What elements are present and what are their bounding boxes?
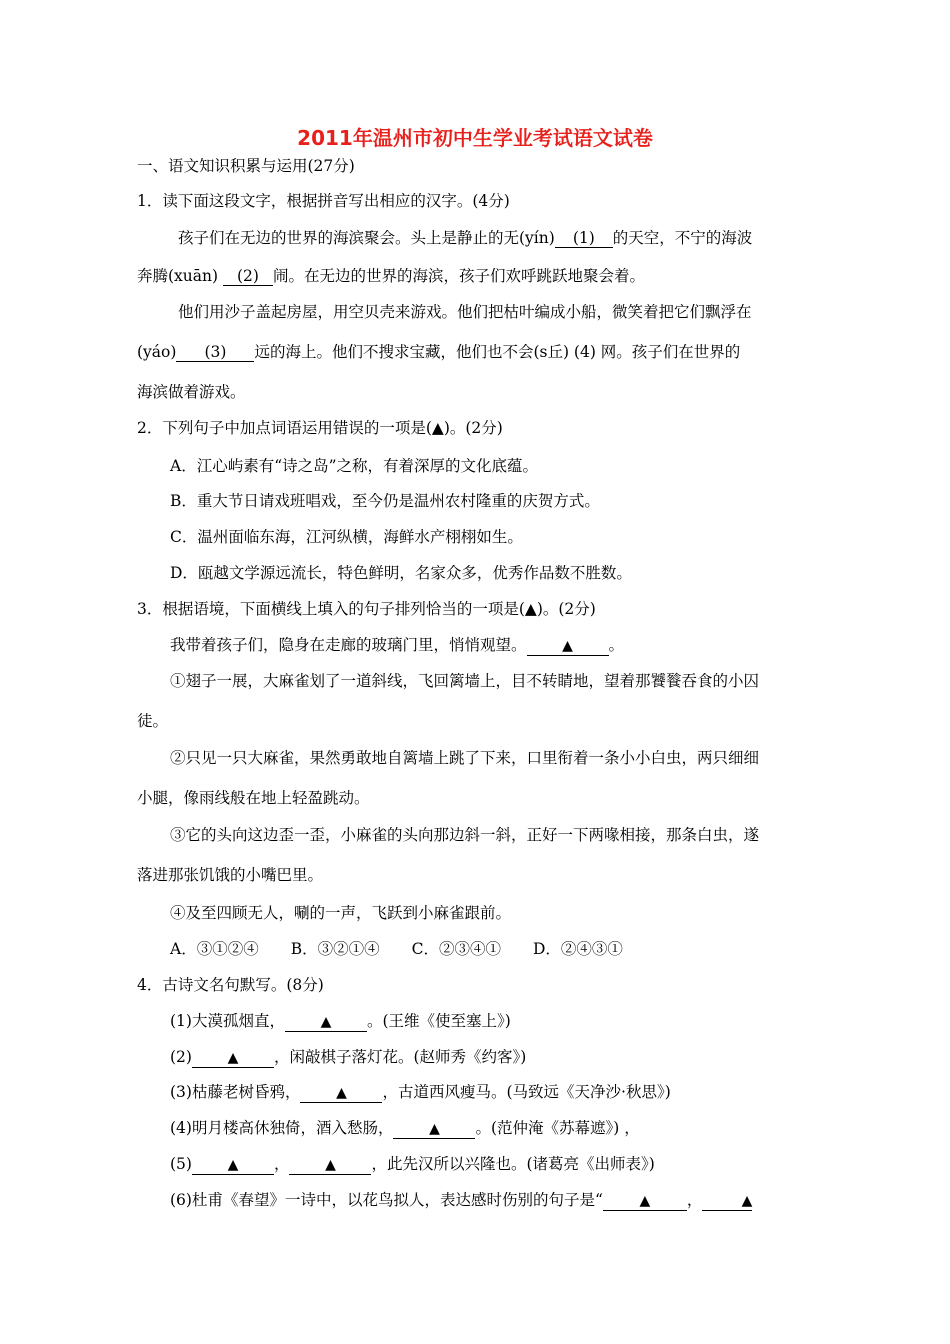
q4-text: ，闲敲棋子落灯花。(赵师秀《约客》) bbox=[273, 1048, 527, 1066]
q1-line-2 bbox=[137, 266, 645, 286]
q4-text: ， bbox=[273, 1155, 290, 1173]
q3-sentence-1: ①翅子一展，大麻雀划了一道斜线，飞回篱墙上，目不转睛地，望着那饕餮吞食的小囚 bbox=[170, 672, 760, 690]
q4-line-1 bbox=[170, 1011, 511, 1032]
q4-text: 。(王维《使至塞上》) bbox=[366, 1012, 511, 1030]
q1-text: 的天空，不宁的海波 bbox=[612, 229, 753, 247]
q1-text: 奔腾(xuān) bbox=[137, 267, 223, 285]
q2-option-b: B．重大节日请戏班唱戏，至今仍是温州农村隆重的庆贺方式。 bbox=[170, 492, 600, 510]
triangle-marker-icon: ▲ bbox=[741, 1193, 753, 1209]
q4-stem: 4．古诗文名句默写。(8分) bbox=[137, 976, 324, 994]
section-heading: 一、语文知识积累与运用(27分) bbox=[137, 157, 355, 175]
q4-line-6 bbox=[170, 1190, 752, 1211]
q3-context-text: 我带着孩子们，隐身在走廊的玻璃门里，悄悄观望。 bbox=[170, 636, 527, 654]
q2-option-d: D．瓯越文学源远流长，特色鲜明，名家众多，优秀作品数不胜数。 bbox=[170, 564, 632, 582]
q4-text: (6)杜甫《春望》一诗中，以花鸟拟人，表达感时伤别的句子是“ bbox=[170, 1191, 603, 1209]
q2-stem: 2．下列句子中加点词语运用错误的一项是(▲)。(2分) bbox=[137, 419, 503, 437]
exam-title: 2011年温州市初中生学业考试语文试卷 bbox=[297, 126, 653, 150]
q3-option-b: B．③②①④ bbox=[290, 940, 380, 958]
q3-sentence-2-cont: 小腿，像雨线般在地上轻盈跳动。 bbox=[137, 789, 370, 807]
q4-line-4 bbox=[170, 1118, 640, 1139]
q3-option-d: D．②④③① bbox=[532, 940, 623, 958]
triangle-marker-icon: ▲ bbox=[562, 638, 573, 654]
triangle-marker-icon: ▲ bbox=[336, 1085, 347, 1101]
q2-option-c: C．温州面临东海，江河纵横，海鲜水产栩栩如生。 bbox=[170, 528, 523, 546]
triangle-marker-icon: ▲ bbox=[639, 1193, 651, 1209]
q4-text: (3)枯藤老树昏鸦， bbox=[170, 1083, 301, 1101]
q3-sentence-1-cont: 徒。 bbox=[137, 712, 169, 730]
q4-text: ，此先汉所以兴隆也。(诸葛亮《出师表》) bbox=[371, 1155, 655, 1173]
q1-text: (yáo) bbox=[137, 343, 177, 361]
q3-context bbox=[170, 635, 624, 656]
q1-line-1 bbox=[178, 228, 752, 248]
q1-blank-2: (2) bbox=[223, 267, 273, 286]
q1-blank-1: (1) bbox=[555, 229, 613, 248]
q4-blank bbox=[702, 1191, 752, 1211]
q4-blank bbox=[393, 1119, 475, 1139]
q4-text: ， bbox=[686, 1191, 703, 1209]
q3-answer-blank bbox=[527, 636, 609, 656]
triangle-marker-icon: ▲ bbox=[227, 1050, 239, 1066]
q4-text: ，古道西风瘦马。(马致远《天净沙·秋思》) bbox=[382, 1083, 671, 1101]
q3-sentence-3: ③它的头向这边歪一歪，小麻雀的头向那边斜一斜，正好一下两喙相接，那条白虫，遂 bbox=[170, 826, 760, 844]
q1-text: 孩子们在无边的世界的海滨聚会。头上是静止的无(yín) bbox=[178, 229, 555, 247]
q1-line-5: 海滨做着游戏。 bbox=[137, 383, 246, 401]
q1-text: 闹。在无边的世界的海滨，孩子们欢呼跳跃地聚会着。 bbox=[272, 267, 645, 285]
q4-blank bbox=[300, 1083, 382, 1103]
q4-line-2 bbox=[170, 1047, 526, 1068]
q4-text: (1)大漠孤烟直， bbox=[170, 1012, 285, 1030]
q4-text: 。(范仲淹《苏幕遮》) ， bbox=[475, 1119, 640, 1137]
q3-context-end: 。 bbox=[608, 636, 625, 654]
triangle-marker-icon: ▲ bbox=[325, 1157, 336, 1173]
triangle-marker-icon: ▲ bbox=[227, 1157, 239, 1173]
q3-options bbox=[170, 939, 655, 959]
q4-blank bbox=[192, 1155, 274, 1175]
q3-option-a: A．③①②④ bbox=[170, 940, 259, 958]
q4-text: (2) bbox=[170, 1048, 192, 1066]
q4-text: (5) bbox=[170, 1155, 192, 1173]
q1-stem: 1．读下面这段文字，根据拼音写出相应的汉字。(4分) bbox=[137, 192, 510, 210]
triangle-marker-icon: ▲ bbox=[429, 1121, 440, 1137]
q1-blank-3: (3) bbox=[176, 343, 254, 362]
q3-stem: 3．根据语境，下面横线上填入的句子排列恰当的一项是(▲)。(2分) bbox=[137, 600, 596, 618]
q4-line-3 bbox=[170, 1082, 671, 1103]
q4-blank bbox=[603, 1191, 687, 1211]
q2-option-a: A．江心屿素有“诗之岛”之称，有着深厚的文化底蕴。 bbox=[170, 457, 539, 475]
q1-line-3: 他们用沙子盖起房屋，用空贝壳来游戏。他们把枯叶编成小船，微笑着把它们飘浮在 bbox=[178, 303, 752, 321]
q4-blank bbox=[192, 1048, 274, 1068]
q3-sentence-4: ④及至四顾无人，唰的一声，飞跃到小麻雀跟前。 bbox=[170, 904, 512, 922]
q1-text: 远的海上。他们不搜求宝藏，他们也不会(s丘) (4) 网。孩子们在世界的 bbox=[254, 343, 741, 361]
q4-blank bbox=[285, 1012, 367, 1032]
q4-text: (4)明月楼高休独倚，酒入愁肠， bbox=[170, 1119, 394, 1137]
triangle-marker-icon: ▲ bbox=[320, 1014, 332, 1030]
q3-option-c: C．②③④① bbox=[411, 940, 501, 958]
q4-line-5 bbox=[170, 1154, 655, 1175]
q3-sentence-2: ②只见一只大麻雀，果然勇敢地自篱墙上跳了下来，口里衔着一条小小白虫，两只细细 bbox=[170, 749, 760, 767]
q1-line-4 bbox=[137, 342, 740, 362]
q4-blank bbox=[289, 1155, 371, 1175]
q3-sentence-3-cont: 落进那张饥饿的小嘴巴里。 bbox=[137, 866, 324, 884]
